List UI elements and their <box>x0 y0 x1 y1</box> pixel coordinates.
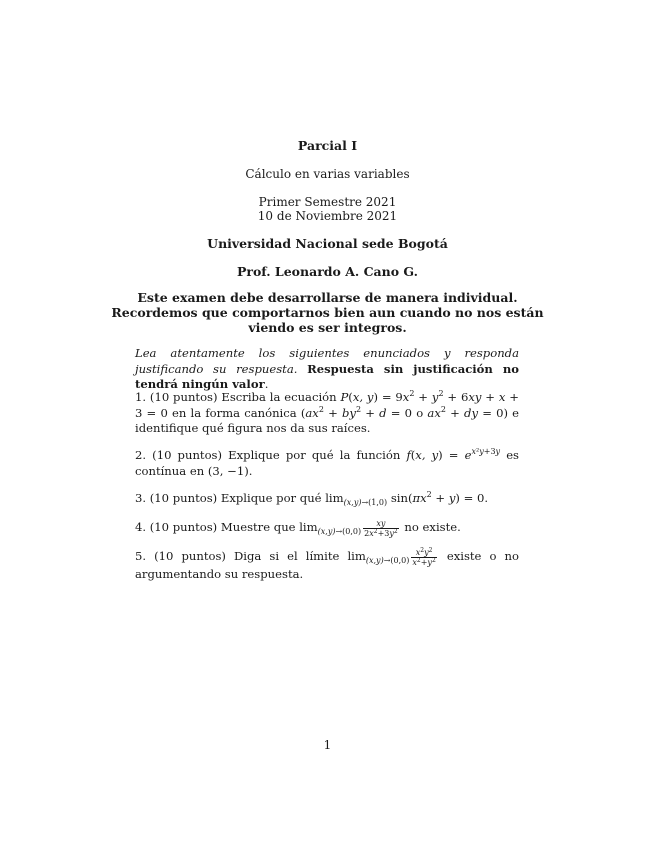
question-text: no existe. <box>404 520 461 534</box>
notice-line-1: Este examen debe desarrollarse de manera individual. <box>137 290 518 305</box>
question-points: (10 puntos) <box>149 520 218 534</box>
question-text: en la forma canónica <box>172 405 297 420</box>
instructions-end: . <box>264 377 269 391</box>
course-name: Cálculo en varias variables <box>245 167 410 181</box>
question-number: 3. <box>135 491 147 505</box>
question-text: e identifique qué figura nos da sus raíces. <box>135 405 520 435</box>
notice-line-2: Recordemos que comportarnos bien aun cuando no nos están <box>111 305 544 320</box>
instructions-bold: Respuesta sin justificación no tendrá ningún valor <box>135 361 519 391</box>
question-text: es contínua en <box>135 448 519 478</box>
integrity-notice <box>0 290 655 335</box>
question-number: 4. <box>135 520 147 534</box>
question-points: (10 puntos) <box>154 549 226 563</box>
limit-expression: $\lim_{(x,y)\to(0,0)}$ $\frac{xy}{2x^2+3y^2}$ <box>299 519 398 538</box>
question-5 <box>135 548 519 583</box>
question-points: (10 puntos) <box>152 448 223 462</box>
semester: Primer Semestre 2021 <box>258 195 397 209</box>
question-number: 2. <box>135 448 147 462</box>
equation: P(x, $y) = 9x^2 + y^2 + 6xy + x + 3 = 0$ <box>135 389 519 420</box>
exam-date: 10 de Noviembre 2021 <box>257 209 398 223</box>
question-text: existe o no argumentando su respuesta. <box>135 549 519 581</box>
question-1 <box>135 390 519 437</box>
limit-expression: $\lim_{(x,y)\to(1,0)} \sin(\pi x^2 + y) = 0$. <box>325 490 489 507</box>
question-text: Explique por qué <box>220 491 322 505</box>
question-points: (10 puntos) <box>149 491 218 505</box>
question-2 <box>135 448 519 479</box>
page-number: 1 <box>323 738 332 752</box>
canonical-form-1: ($ax^2 + by^2 + d = 0$ <box>300 404 413 420</box>
canonical-form-2: $ax^2$ + dy = 0) <box>427 404 508 420</box>
question-text: Escriba la ecuación <box>221 390 337 404</box>
notice-line-3: viendo es ser integros. <box>248 320 407 335</box>
question-text: Muestre que <box>220 520 296 534</box>
question-3 <box>135 491 519 507</box>
evaluation-point: (3, −1). <box>207 463 253 478</box>
instructions <box>135 346 519 393</box>
question-text: Diga si el límite <box>234 549 340 563</box>
question-text: Explique por qué la función <box>228 448 401 462</box>
function-expression: f(x, $y) = e^{x^2y+3y}$ <box>406 447 501 462</box>
question-points: (10 puntos) <box>149 390 218 404</box>
professor-name: Prof. Leonardo A. Cano G. <box>236 264 419 279</box>
limit-expression: $\lim_{(x,y)\to(0,0)}$ $\frac{x^2y^2}{x^2+y^2}$ <box>347 547 436 567</box>
question-number: 1. <box>135 390 147 404</box>
question-number: 5. <box>135 549 147 563</box>
exam-title: Parcial I <box>297 138 358 153</box>
question-text: o <box>416 405 424 420</box>
question-4 <box>135 519 519 538</box>
university-name: Universidad Nacional sede Bogotá <box>207 236 448 251</box>
instructions-italic: Lea atentamente los siguientes enunciados y responda justificando su respuesta. <box>135 346 519 376</box>
